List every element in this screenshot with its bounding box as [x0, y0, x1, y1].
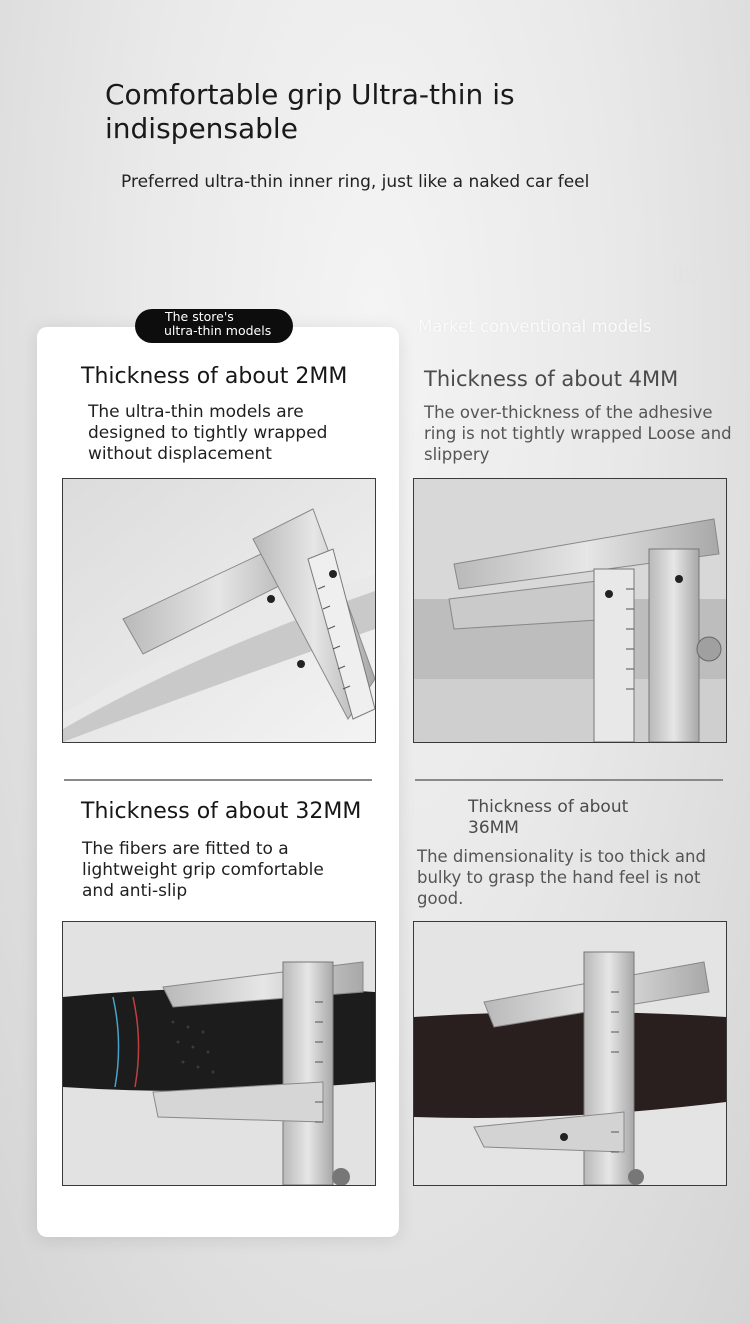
right-bottom-heading-line-1: Thickness of about: [468, 797, 629, 817]
caliper-image: [63, 479, 375, 742]
watermark: 奥莲: [670, 263, 715, 288]
left-bottom-description: The fibers are fitted to a lightweight grip comfortable and anti-slip: [82, 839, 324, 901]
page-title: Comfortable grip Ultra-thin is indispensable: [105, 78, 515, 145]
caliper-image: [414, 922, 726, 1185]
store-models-badge: [135, 309, 293, 343]
bulky-wheel-caliper-photo: [413, 921, 727, 1186]
thick-ring-caliper-photo: [413, 478, 727, 743]
badge-line-1: The store's: [165, 309, 234, 324]
left-top-heading: Thickness of about 2MM: [81, 364, 348, 389]
right-divider: [415, 779, 723, 781]
right-bottom-heading: [468, 797, 628, 839]
leather-wheel-caliper-photo: [62, 921, 376, 1186]
left-bottom-heading: Thickness of about 32MM: [81, 799, 362, 824]
right-bottom-heading-line-2: 36MM: [468, 818, 519, 838]
caliper-image: [414, 479, 726, 742]
right-top-heading: Thickness of about 4MM: [424, 367, 679, 391]
caliper-image: [63, 922, 375, 1185]
right-top-description: The over-thickness of the adhesive ring is not tightly wrapped Loose and slippery: [424, 403, 732, 464]
market-models-label: Market conventional models: [418, 317, 652, 336]
left-top-description: The ultra-thin models are designed to tightly wrapped without displacement: [88, 402, 328, 464]
left-divider: [64, 779, 372, 781]
thin-ring-caliper-photo: [62, 478, 376, 743]
page-subtitle: Preferred ultra-thin inner ring, just like a naked car feel: [121, 172, 590, 192]
right-bottom-description: The dimensionality is too thick and bulky to grasp the hand feel is not good.: [417, 847, 706, 908]
badge-line-2: ultra-thin models: [164, 323, 272, 338]
